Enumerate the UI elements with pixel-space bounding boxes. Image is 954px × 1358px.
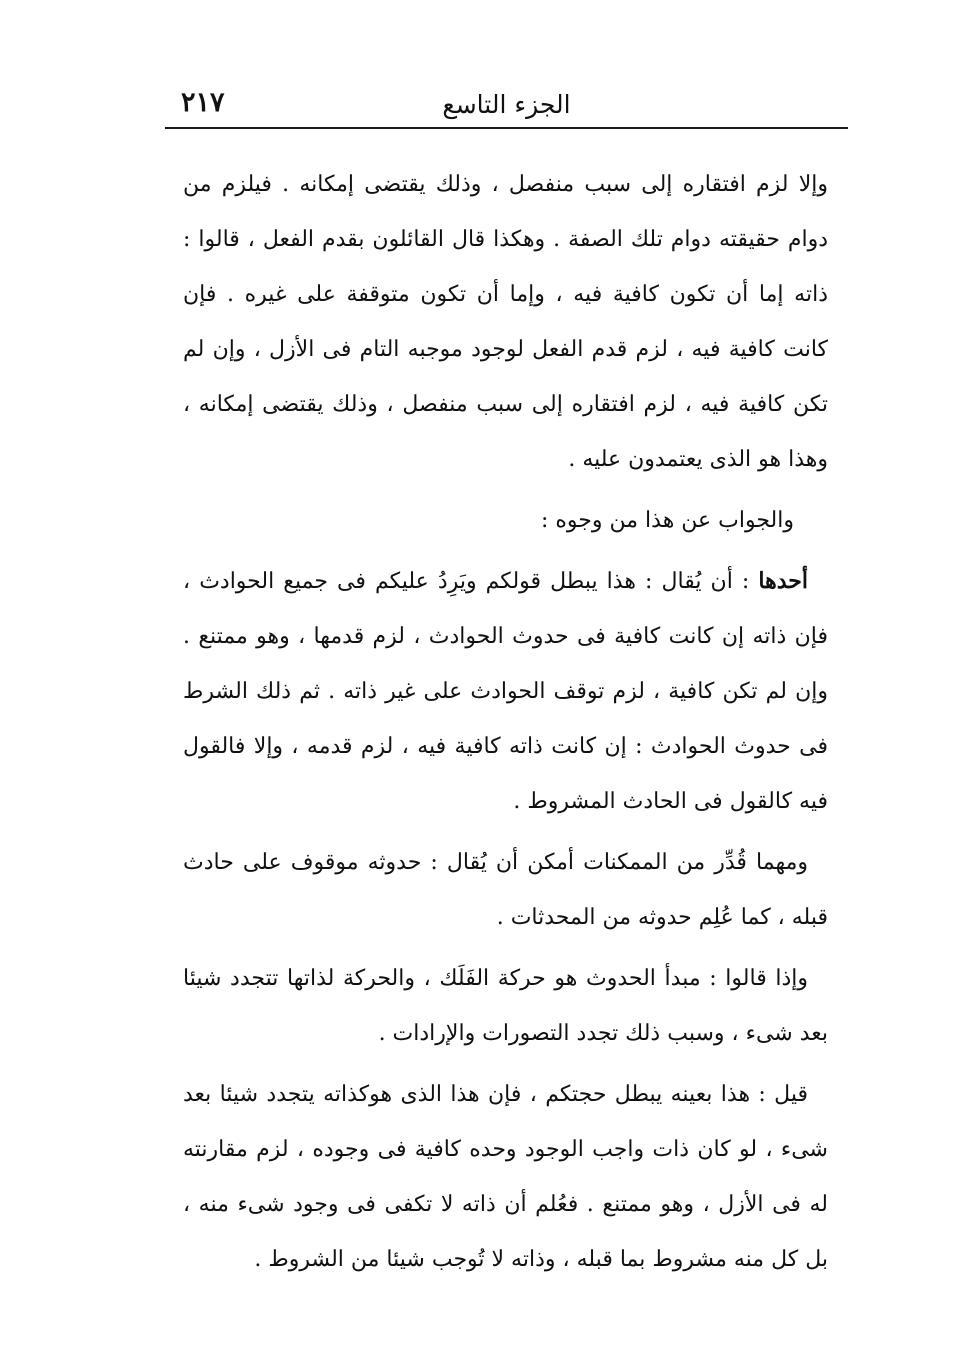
paragraph-text: ومهما قُدِّر من الممكنات أمكن أن يُقال : حدوثه موقوف على حادث قبله ، كما عُلِم حدوثه من المحدثات . — [183, 850, 828, 930]
page-number: ٢١٧ — [181, 87, 225, 118]
running-title: الجزء التاسع — [442, 90, 571, 119]
paragraph-text: والجواب عن هذا من وجوه : — [541, 508, 794, 533]
paragraph-text: وإذا قالوا : مبدأ الحدوث هو حركة الفَلَك ، والحركة لذاتها تتجدد شيئا بعد شىء ، وسبب ذلك تجدد التصورات والإرادات . — [183, 966, 828, 1046]
running-header — [165, 82, 848, 126]
paragraph — [183, 157, 828, 487]
paragraph — [183, 554, 828, 829]
paragraph-text: : أن يُقال : هذا يبطل قولكم ويَرِدُ عليكم فى جميع الحوادث ، فإن ذاته إن كانت كافية فى حدوث الحوادث ، لزم قدمها ، وهو ممتنع . وإن لم تكن كافية ، لزم توقف الحوادث على غير ذاته . ثم ذلك الشرط فى حدوث الحوادث : إن كانت ذاته كافية فيه ، لزم قدمه ، وإلا فالقول فيه كالقول فى الحادث المشروط . — [183, 569, 828, 814]
body-text — [183, 157, 828, 1287]
paragraph — [183, 951, 828, 1061]
paragraph — [183, 493, 828, 548]
header-rule — [165, 127, 848, 129]
paragraph-lead-word: أحدها — [758, 568, 808, 594]
paragraph-text: وإلا لزم افتقاره إلى سبب منفصل ، وذلك يقتضى إمكانه . فيلزم من دوام حقيقته دوام تلك الصفة . وهكذا قال القائلون بقدم الفعل ، قالوا : ذاته إما أن تكون كافية فيه ، وإما أن تكون متوقفة على غيره . فإن كانت كافية فيه ، لزم قدم الفعل لوجود موجبه التام فى الأزل ، وإن لم تكن كافية فيه ، لزم افتقاره إلى سبب منفصل ، وذلك يقتضى إمكانه ، وهذا هو الذى يعتمدون عليه . — [183, 172, 828, 472]
paragraph-text: قيل : هذا بعينه يبطل حجتكم ، فإن هذا الذى هوكذاته يتجدد شيئا بعد شىء ، لو كان ذات واجب الوجود وحده كافية فى وجوده ، لزم مقارنته له فى الأزل ، وهو ممتنع . فعُلم أن ذاته لا تكفى فى وجود شىء منه ، بل كل منه مشروط بما قبله ، وذاته لا تُوجب شيئا من الشروط . — [183, 1082, 828, 1272]
paragraph — [183, 835, 828, 945]
paragraph — [183, 1067, 828, 1287]
